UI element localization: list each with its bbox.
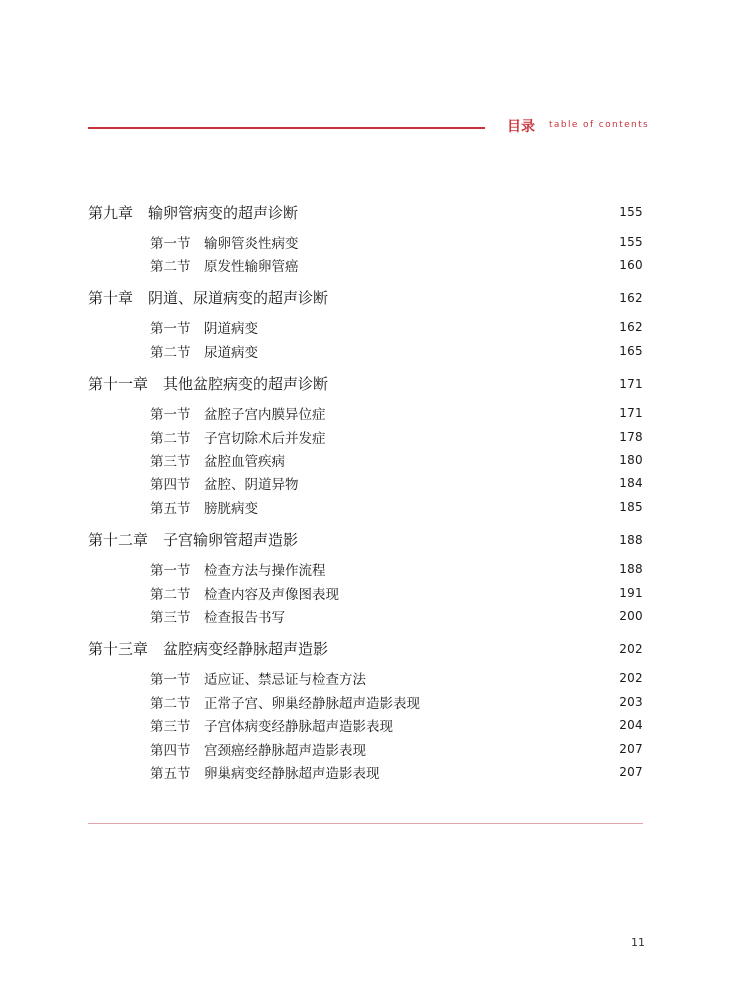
section-title: 第一节 输卵管炎性病变 (150, 235, 299, 252)
header-rule (88, 127, 485, 129)
section-row[interactable] (88, 495, 643, 518)
section-title: 第二节 检查内容及声像图表现 (150, 586, 339, 603)
section-page: 162 (619, 320, 643, 335)
section-title: 第一节 阴道病变 (150, 321, 258, 338)
chapter-page: 188 (619, 532, 643, 547)
section-row[interactable] (88, 402, 643, 425)
section-page: 207 (619, 741, 643, 756)
section-page: 155 (619, 234, 643, 249)
section-row[interactable] (88, 604, 643, 627)
section-title: 第二节 原发性输卵管癌 (150, 259, 299, 276)
section-row[interactable] (88, 425, 643, 448)
section-page: 203 (619, 694, 643, 709)
section-title: 第三节 盆腔血管疾病 (150, 454, 285, 471)
chapter-entry (88, 371, 643, 519)
section-title: 第二节 尿道病变 (150, 344, 258, 361)
section-title: 第二节 正常子宫、卵巢经静脉超声造影表现 (150, 695, 420, 712)
section-row[interactable] (88, 472, 643, 495)
section-title: 第五节 膀胱病变 (150, 500, 258, 517)
toc-subtitle: table of contents (549, 120, 650, 130)
section-title: 第一节 盆腔子宫内膜异位症 (150, 407, 326, 424)
section-page: 178 (619, 429, 643, 444)
section-page: 180 (619, 453, 643, 468)
section-page: 171 (619, 406, 643, 421)
section-page: 165 (619, 343, 643, 358)
chapter-title: 第十一章 其他盆腔病变的超声诊断 (88, 375, 329, 394)
section-page: 204 (619, 718, 643, 733)
section-row[interactable] (88, 581, 643, 604)
chapter-row[interactable] (88, 371, 643, 397)
section-page: 184 (619, 476, 643, 491)
chapter-row[interactable] (88, 199, 643, 225)
chapter-title: 第十三章 盆腔病变经静脉超声造影 (88, 640, 329, 659)
section-title: 第一节 检查方法与操作流程 (150, 563, 326, 580)
section-title: 第三节 检查报告书写 (150, 609, 285, 626)
chapter-entry (88, 636, 643, 784)
section-row[interactable] (88, 690, 643, 713)
section-title: 第五节 卵巢病变经静脉超声造影表现 (150, 765, 380, 782)
section-page: 200 (619, 608, 643, 623)
chapter-title: 第十二章 子宫输卵管超声造影 (88, 531, 299, 550)
chapter-title: 第九章 输卵管病变的超声诊断 (88, 203, 299, 222)
section-title: 第四节 盆腔、阴道异物 (150, 477, 299, 494)
section-page: 207 (619, 764, 643, 779)
section-row[interactable] (88, 558, 643, 581)
chapter-page: 202 (619, 641, 643, 656)
section-row[interactable] (88, 713, 643, 736)
section-row[interactable] (88, 667, 643, 690)
chapter-page: 155 (619, 205, 643, 219)
section-page: 185 (619, 499, 643, 514)
section-row[interactable] (88, 230, 643, 253)
section-page: 202 (619, 671, 643, 686)
chapter-entry (88, 285, 643, 363)
section-page: 188 (619, 562, 643, 577)
section-row[interactable] (88, 737, 643, 760)
section-row[interactable] (88, 253, 643, 276)
section-title: 第二节 子宫切除术后并发症 (150, 430, 326, 447)
table-of-contents (88, 199, 643, 792)
chapter-row[interactable] (88, 527, 643, 553)
chapter-page: 162 (619, 290, 643, 305)
chapter-title: 第十章 阴道、尿道病变的超声诊断 (88, 289, 329, 308)
chapter-row[interactable] (88, 285, 643, 311)
section-row[interactable] (88, 448, 643, 471)
section-row[interactable] (88, 760, 643, 783)
section-title: 第三节 子宫体病变经静脉超声造影表现 (150, 719, 393, 736)
chapter-row[interactable] (88, 636, 643, 662)
chapter-page: 171 (619, 376, 643, 391)
section-page: 160 (619, 258, 643, 273)
footer-rule (88, 823, 643, 824)
section-row[interactable] (88, 339, 643, 362)
section-title: 第四节 宫颈癌经静脉超声造影表现 (150, 742, 366, 759)
section-title: 第一节 适应证、禁忌证与检查方法 (150, 672, 366, 689)
chapter-entry (88, 527, 643, 628)
chapter-entry (88, 199, 643, 277)
section-row[interactable] (88, 316, 643, 339)
section-page: 191 (619, 585, 643, 600)
page-number: 11 (631, 936, 645, 949)
toc-title: 目录 (507, 119, 535, 135)
